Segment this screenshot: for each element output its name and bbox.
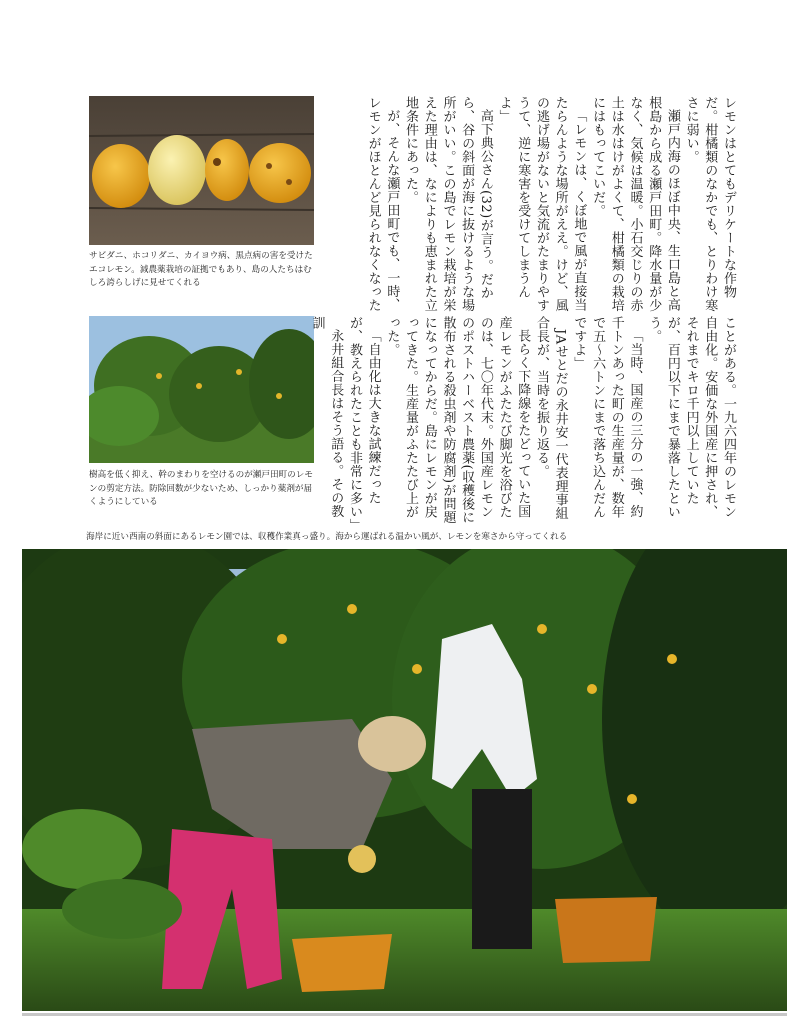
para-a5: が、そんな瀬戸田町でも、一時、レモンがほとんど見られなくなった — [365, 96, 400, 312]
para-a3: 「レモンは、くぼ地で風が直接当たらんような場所がええ。けど、風の逃げ場がないと気流がたまりやすうて、逆に寒害を受けてしまうんよ」 — [496, 96, 587, 312]
harvest-photo-caption: 海岸に近い西南の斜面にあるレモン園では、収穫作業真っ盛り。海から運ばれる温かい風が、レモンを寒さから守ってくれる — [86, 532, 568, 542]
para-b3: JAせとだの永井安一代表理事組合長が、当時を振り返る。 — [533, 316, 568, 521]
para-b5: 「自由化は大きな試練だったが、教えられたことも非常に多い」 — [346, 316, 381, 532]
para-a2: 瀬戸内海のほぼ中央、生口島と高根島から成る瀬戸田町。降水量が少なく、気候は温暖。小石交じりの赤土は水はけがよくて、柑橘類の栽培にはもってこいだ。 — [590, 96, 680, 312]
page-bottom-rule — [22, 1013, 787, 1016]
para-a4: 高下典公さん(32)が言う。だから、谷の斜面が海に抜けるような場所がいい。この島でレモン栽培が栄えた理由は、なによりも恵まれた立地条件にあった。 — [403, 96, 493, 312]
para-b6: 永井組合長はそう語る。その教訓 — [309, 316, 344, 518]
para-b1: ことがある。一九六四年のレモン自由化。安価な外国産に押され、それまでキロ千円以上していたが、百円以下にまで暴落したという。 — [646, 316, 736, 519]
trees-photo-caption: 樹高を低く抑え、幹のまわりを空けるのが瀬戸田町のレモンの剪定方法。防除回数が少ないため、しっかり薬剤が届くようにしている — [89, 470, 313, 507]
body-text-lower — [309, 316, 737, 532]
para-b4: 長らく下降線をたどっていた国産レモンがふたたび脚光を浴びたのは、七〇年代末。外国産レモンのポストハーベスト農薬(収穫後に散布される殺虫剤や防腐剤)が問題になってからだ。島にレモンが戻ってきた。生産量がふたたび上がった。 — [384, 316, 531, 525]
para-a1: レモンはとてもデリケートな作物だ。柑橘類のなかでも、とりわけ寒さに弱い。 — [683, 96, 736, 312]
lemons-photo — [89, 96, 314, 245]
lemons-photo-caption: サビダニ、ホコリダニ、カイヨウ病、黒点病の害を受けたエコレモン。減農薬栽培の証拠でもあり、島の人たちはむしろ誇らしげに見せてくれる — [89, 251, 313, 288]
harvest-photo — [22, 549, 787, 1011]
trees-photo — [89, 316, 314, 463]
para-b2: 「当時、国産の三分の一強、約千トンあった町の生産量が、数年で五〜六トンにまで落ち込んだんですよ」 — [571, 316, 643, 519]
body-text-upper — [323, 96, 737, 312]
